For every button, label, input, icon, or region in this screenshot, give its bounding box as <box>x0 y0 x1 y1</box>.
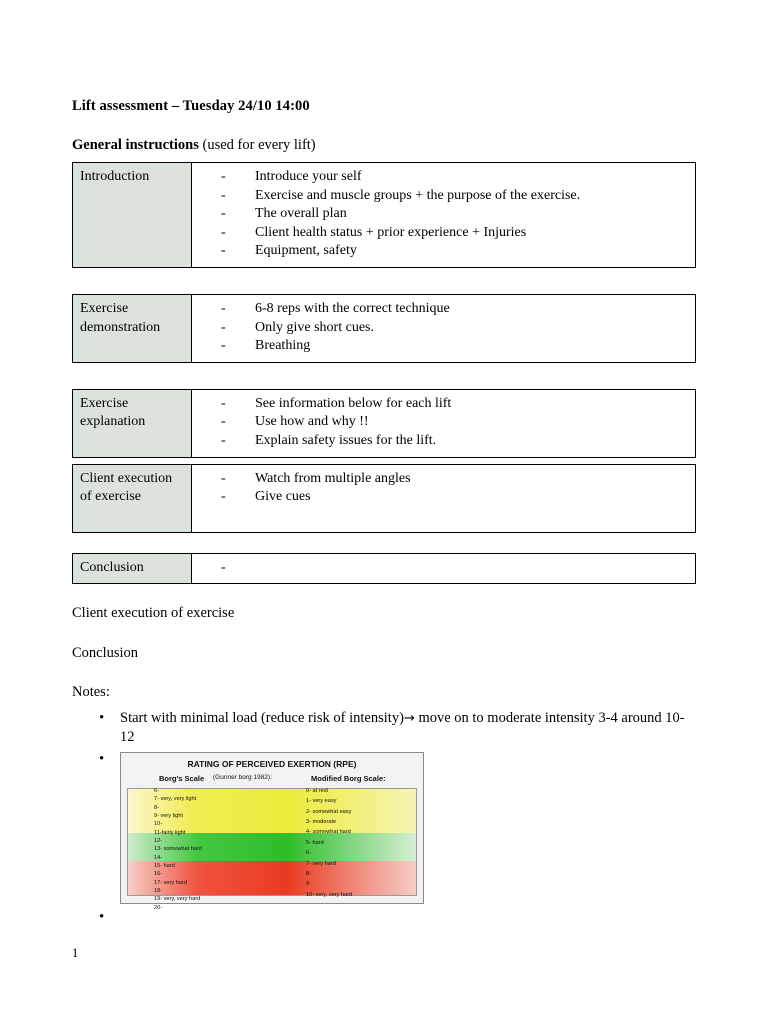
paragraph-client-execution: Client execution of exercise <box>72 605 235 621</box>
bullet-marker: • <box>99 908 105 925</box>
table-client-execution <box>72 464 696 533</box>
rpe-modified-item: 2- somewhat easy <box>306 808 352 815</box>
table-exercise-explanation <box>72 389 696 458</box>
rpe-modified-item: 1- very easy <box>306 798 337 805</box>
block-body-client-execution <box>192 464 696 532</box>
rpe-borg-item: 10- <box>154 821 163 828</box>
list-item <box>199 470 688 489</box>
dash-marker: - <box>221 187 226 203</box>
rpe-borg-item: 13- somewhat hard <box>154 846 202 853</box>
dash-marker: - <box>221 206 226 222</box>
dash-marker: - <box>221 489 226 505</box>
rpe-modified-scale-column <box>306 789 352 903</box>
list-item-text: Exercise and muscle groups + the purpose of the exercise. <box>255 187 581 203</box>
rpe-borg-item: 17- very hard <box>154 879 187 886</box>
dash-list <box>199 395 688 451</box>
list-item <box>199 488 688 507</box>
rpe-borg-scale-column <box>154 789 202 914</box>
list-item-text: 6-8 reps with the correct technique <box>255 301 450 317</box>
dash-list <box>199 300 688 356</box>
rpe-borg-item: 15- hard <box>154 862 175 869</box>
dash-marker: - <box>221 243 226 259</box>
spacer <box>72 624 696 644</box>
list-item <box>199 187 688 206</box>
dash-marker: - <box>221 470 226 486</box>
list-item <box>199 507 688 526</box>
list-item <box>199 395 688 414</box>
list-item <box>199 300 688 319</box>
spacer <box>72 663 696 683</box>
note-text-before: Start with minimal load (reduce risk of intensity) <box>120 709 404 726</box>
note-text-after: move on to moderate intensity 3-4 around 10-12 <box>120 709 685 746</box>
block-label-conclusion: Conclusion <box>73 553 192 583</box>
list-item <box>72 709 696 748</box>
spacer <box>72 533 696 553</box>
rpe-modified-item: 4- somewhat hard <box>306 829 351 836</box>
dash-marker: - <box>221 433 226 449</box>
spacer <box>72 584 696 604</box>
dash-marker: - <box>221 319 226 335</box>
page-title: Lift assessment – Tuesday 24/10 14:00 <box>72 98 310 114</box>
rpe-borg-item: 9- very light <box>154 812 183 819</box>
arrow-icon: → <box>403 710 415 726</box>
list-item-text: See information below for each lift <box>255 395 452 411</box>
block-body-exercise-explanation <box>192 389 696 457</box>
block-body-exercise-demonstration <box>192 295 696 363</box>
rpe-modified-item: 10- very, very hard <box>306 891 353 898</box>
block-body-conclusion <box>192 553 696 583</box>
table-conclusion <box>72 553 696 584</box>
table-row <box>73 295 696 363</box>
table-row <box>73 553 696 583</box>
page-number: 1 <box>72 946 79 960</box>
spacer <box>72 363 696 389</box>
rpe-modified-item: 0- at rest <box>306 787 329 794</box>
rpe-borg-item: 7- very, very light <box>154 796 197 803</box>
rpe-modified-item: 9- <box>306 881 311 888</box>
list-item-text: Breathing <box>255 338 311 354</box>
dash-marker: - <box>221 395 226 411</box>
section-heading <box>72 137 696 154</box>
list-item-text: Give cues <box>255 489 311 505</box>
dash-marker: - <box>221 169 226 184</box>
table-row <box>73 389 696 457</box>
list-item <box>199 168 688 187</box>
rpe-modified-item: 8- <box>306 870 311 877</box>
list-item <box>199 224 688 243</box>
dash-marker: - <box>221 414 226 430</box>
paragraph-conclusion: Conclusion <box>72 644 139 661</box>
rpe-borg-item: 8- <box>154 804 159 811</box>
rpe-modified-item: 3- moderate <box>306 818 337 825</box>
dash-list <box>199 168 688 261</box>
section-heading-bold: General instructions <box>72 137 199 153</box>
rpe-modified-item: 7- very hard <box>306 860 336 867</box>
list-item-text: Client health status + prior experience + Injuries <box>255 224 527 240</box>
list-item-text: Equipment, safety <box>255 243 357 259</box>
block-label-client-execution: Client execution of exercise <box>73 464 192 532</box>
block-body-introduction <box>192 163 696 268</box>
table-exercise-demonstration <box>72 294 696 363</box>
list-item-text: Use how and why !! <box>255 414 369 430</box>
list-item <box>199 205 688 224</box>
rpe-header-modified: Modified Borg Scale: <box>311 773 386 783</box>
dash-marker: - <box>221 559 226 575</box>
rpe-header-borg: Borg's Scale <box>159 773 205 783</box>
paragraph-notes-label: Notes: <box>72 684 110 701</box>
list-item-text: Watch from multiple angles <box>255 470 411 486</box>
section-heading-rest: (used for every lift) <box>198 137 316 153</box>
rpe-borg-item: 16- <box>154 871 163 878</box>
list-item <box>199 337 688 356</box>
rpe-bands <box>127 787 417 911</box>
rpe-borg-item: 12- <box>154 837 163 844</box>
list-item-text: Explain safety issues for the lift. <box>255 433 437 449</box>
rpe-borg-item: 11-fairly light <box>154 829 186 836</box>
list-item <box>199 319 688 338</box>
rpe-borg-item: 20- <box>154 904 163 911</box>
rpe-borg-item: 19- very, very hard <box>154 896 201 903</box>
list-item-text: Only give short cues. <box>255 319 374 335</box>
block-label-exercise-explanation: Exercise explanation <box>73 389 192 457</box>
bullet-marker: • <box>99 709 105 726</box>
list-item <box>199 242 688 261</box>
dash-list <box>199 470 688 526</box>
list-item <box>199 413 688 432</box>
rpe-borg-item: 14- <box>154 854 163 861</box>
rpe-title: RATING OF PERCEIVED EXERTION (RPE) <box>187 758 357 769</box>
rpe-modified-item: 6- <box>306 850 311 857</box>
rpe-modified-item: 5- hard <box>306 839 324 846</box>
bullet-marker: • <box>99 750 105 767</box>
document-content <box>72 98 696 925</box>
table-row <box>73 163 696 268</box>
list-item <box>199 432 688 451</box>
block-label-exercise-demonstration: Exercise demonstration <box>73 295 192 363</box>
rpe-figure <box>120 752 424 911</box>
dash-marker: - <box>221 301 226 317</box>
rpe-header-borg-note: (Gunner borg 1982): <box>213 773 272 781</box>
dash-marker: - <box>221 224 226 240</box>
rpe-borg-item: 18- <box>154 887 163 894</box>
dash-marker: - <box>221 338 226 354</box>
rpe-borg-item: 6- <box>154 787 159 794</box>
block-label-introduction: Introduction <box>73 163 192 268</box>
list-item-text: The overall plan <box>255 206 347 222</box>
spacer <box>72 268 696 294</box>
rpe-column-headers <box>121 774 423 787</box>
table-introduction <box>72 162 696 268</box>
list-item-text: Introduce your self <box>255 169 362 184</box>
table-row <box>73 464 696 532</box>
